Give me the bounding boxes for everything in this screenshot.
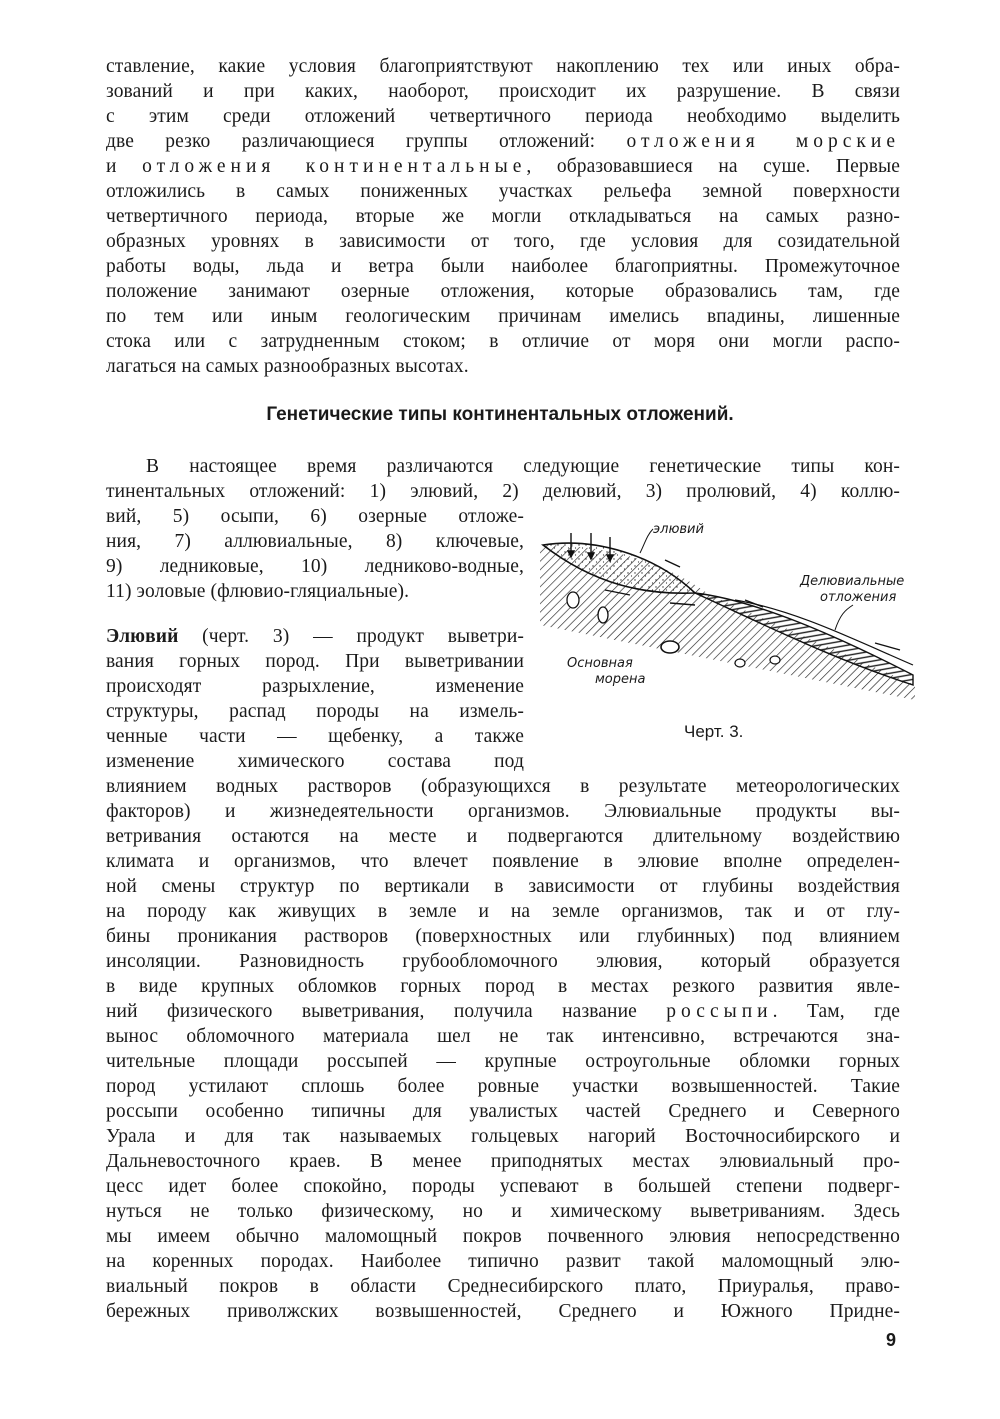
text-line <box>106 625 524 649</box>
label-deluvial-1: Делювиальные <box>800 574 905 589</box>
text-span: и <box>106 156 143 177</box>
text-line: на породу как живущих в земле и на земле организмов, так и от глу- <box>106 901 900 922</box>
emphasis-marine: отложения морские <box>626 131 900 152</box>
text-line: ченные части — щебенку, а также <box>106 726 524 747</box>
text-line: пород устилают сплошь более ровные участки возвышенностей. Такие <box>106 1076 900 1097</box>
text-line: происходят разрыхление, изменение <box>106 676 524 697</box>
text-line: работы воды, льда и ветра были наиболее благоприятны. Промежуточное <box>106 256 900 277</box>
text-span: . Там, где <box>772 1001 900 1022</box>
text-line: лагаться на самых разнообразных высотах. <box>106 356 469 377</box>
text-line: ветривания остаются на месте и подвергаются длительному воздействию <box>106 826 900 847</box>
text-line: ставление, какие условия благоприятствуют накоплению тех или иных обра- <box>106 56 900 77</box>
text-line: тинентальных отложений: 1) элювий, 2) делювий, 3) пролювий, 4) коллю- <box>106 481 900 502</box>
text-line: с этим среди отложений четвертичного периода необходимо выделить <box>106 106 900 127</box>
label-moraine-1: Основная <box>567 656 633 671</box>
text-line <box>106 1000 900 1024</box>
text-line: по тем или иным геологическим причинам имелись впадины, лишенные <box>106 306 900 327</box>
text-span: ний физического выветривания, получила название <box>106 1001 667 1022</box>
text-line: изменение химического состава под <box>106 751 524 772</box>
text-line: стока или с затрудненным стоком; в отличие от моря они могли распо- <box>106 331 900 352</box>
text-line: положение занимают озерные отложения, которые образовались там, где <box>106 281 900 302</box>
text-line: бережных приволжских возвышенностей, Среднего и Южного Придне- <box>106 1301 900 1322</box>
text-line: в виде крупных обломков горных пород в местах резкого развития явле- <box>106 976 900 997</box>
text-span: , образовавшиеся на суше. Первые <box>526 156 900 177</box>
text-line: отложились в самых пониженных участках рельефа земной поверхности <box>106 181 900 202</box>
text-line: образных уровнях в зависимости от того, где условия для созидательной <box>106 231 900 252</box>
text-line: вания горных пород. При выветривании <box>106 651 524 672</box>
text-line: виальный покров в области Среднесибирского плато, Приуралья, право- <box>106 1276 900 1297</box>
text-line <box>106 130 900 154</box>
text-line: факторов) и жизнедеятельности организмов. Элювиальные продукты вы- <box>106 801 900 822</box>
text-line: инсоляции. Разновидность грубообломочного элювия, который образуется <box>106 951 900 972</box>
text-line: вий, 5) осыпи, 6) озерные отложе- <box>106 506 524 527</box>
emphasis-continental: отложения континентальные <box>142 156 527 177</box>
figure-eluvium-diagram <box>535 515 920 715</box>
text-line: В настоящее время различаются следующие генетические типы кон- <box>146 456 900 477</box>
text-line: 9) ледниковые, 10) ледниково-водные, <box>106 556 524 577</box>
page-number: 9 <box>886 1330 897 1350</box>
figure-caption: Черт. 3. <box>684 722 744 741</box>
label-eluvium: элювий <box>653 522 704 537</box>
text-line: зований и при каких, наоборот, происходит их разрушение. В связи <box>106 81 900 102</box>
label-deluvial-2: отложения <box>820 590 897 605</box>
text-line: вынос обломочного материала шел не так интенсивно, встречаются зна- <box>106 1026 900 1047</box>
text-line: бины проникания растворов (поверхностных или глубинных) под влиянием <box>106 926 900 947</box>
text-line <box>106 155 900 179</box>
text-line: нуться не только физическому, но и химическому выветриваниям. Здесь <box>106 1201 900 1222</box>
emphasis-rossypi: россыпи <box>666 1001 773 1022</box>
text-line: климата и организмов, что влечет появление в элювие вполне определен- <box>106 851 900 872</box>
text-line: россыпи особенно типичны для увалистых частей Среднего и Северного <box>106 1101 900 1122</box>
section-heading: Генетические типы континентальных отложений. <box>266 404 734 425</box>
text-line: цесс идет более спокойно, породы успевают в большей степени подверг- <box>106 1176 900 1197</box>
label-moraine-2: морена <box>595 672 646 687</box>
geology-cross-section-icon <box>535 515 920 715</box>
term-eluvium: Элювий <box>106 626 179 647</box>
text-line: мы имеем обычно маломощный покров почвенного элювия непосредственно <box>106 1226 900 1247</box>
text-line: на коренных породах. Наиболее типично развит такой маломощный элю- <box>106 1251 900 1272</box>
text-line: четвертичного периода, вторые же могли откладываться на самых разно- <box>106 206 900 227</box>
text-line: ния, 7) аллювиальные, 8) ключевые, <box>106 531 524 552</box>
text-line: чительные площади россыпей — крупные остроугольные обломки горных <box>106 1051 900 1072</box>
text-line: структуры, распад породы на измель- <box>106 701 524 722</box>
text-line: Дальневосточного краев. В менее приподнятых местах элювиальный про- <box>106 1151 900 1172</box>
text-line: 11) эоловые (флювио-гляциальные). <box>106 581 410 602</box>
text-line: Урала и для так называемых гольцевых нагорий Восточносибирского и <box>106 1126 900 1147</box>
text-line: ной смены структур по вертикали в зависимости от глубины воздействия <box>106 876 900 897</box>
text-span: две резко различающиеся группы отложений: <box>106 131 627 152</box>
text-line: влиянием водных растворов (образующихся в результате метеорологических <box>106 776 900 797</box>
text-span: (черт. 3) — продукт выветри- <box>178 626 524 647</box>
